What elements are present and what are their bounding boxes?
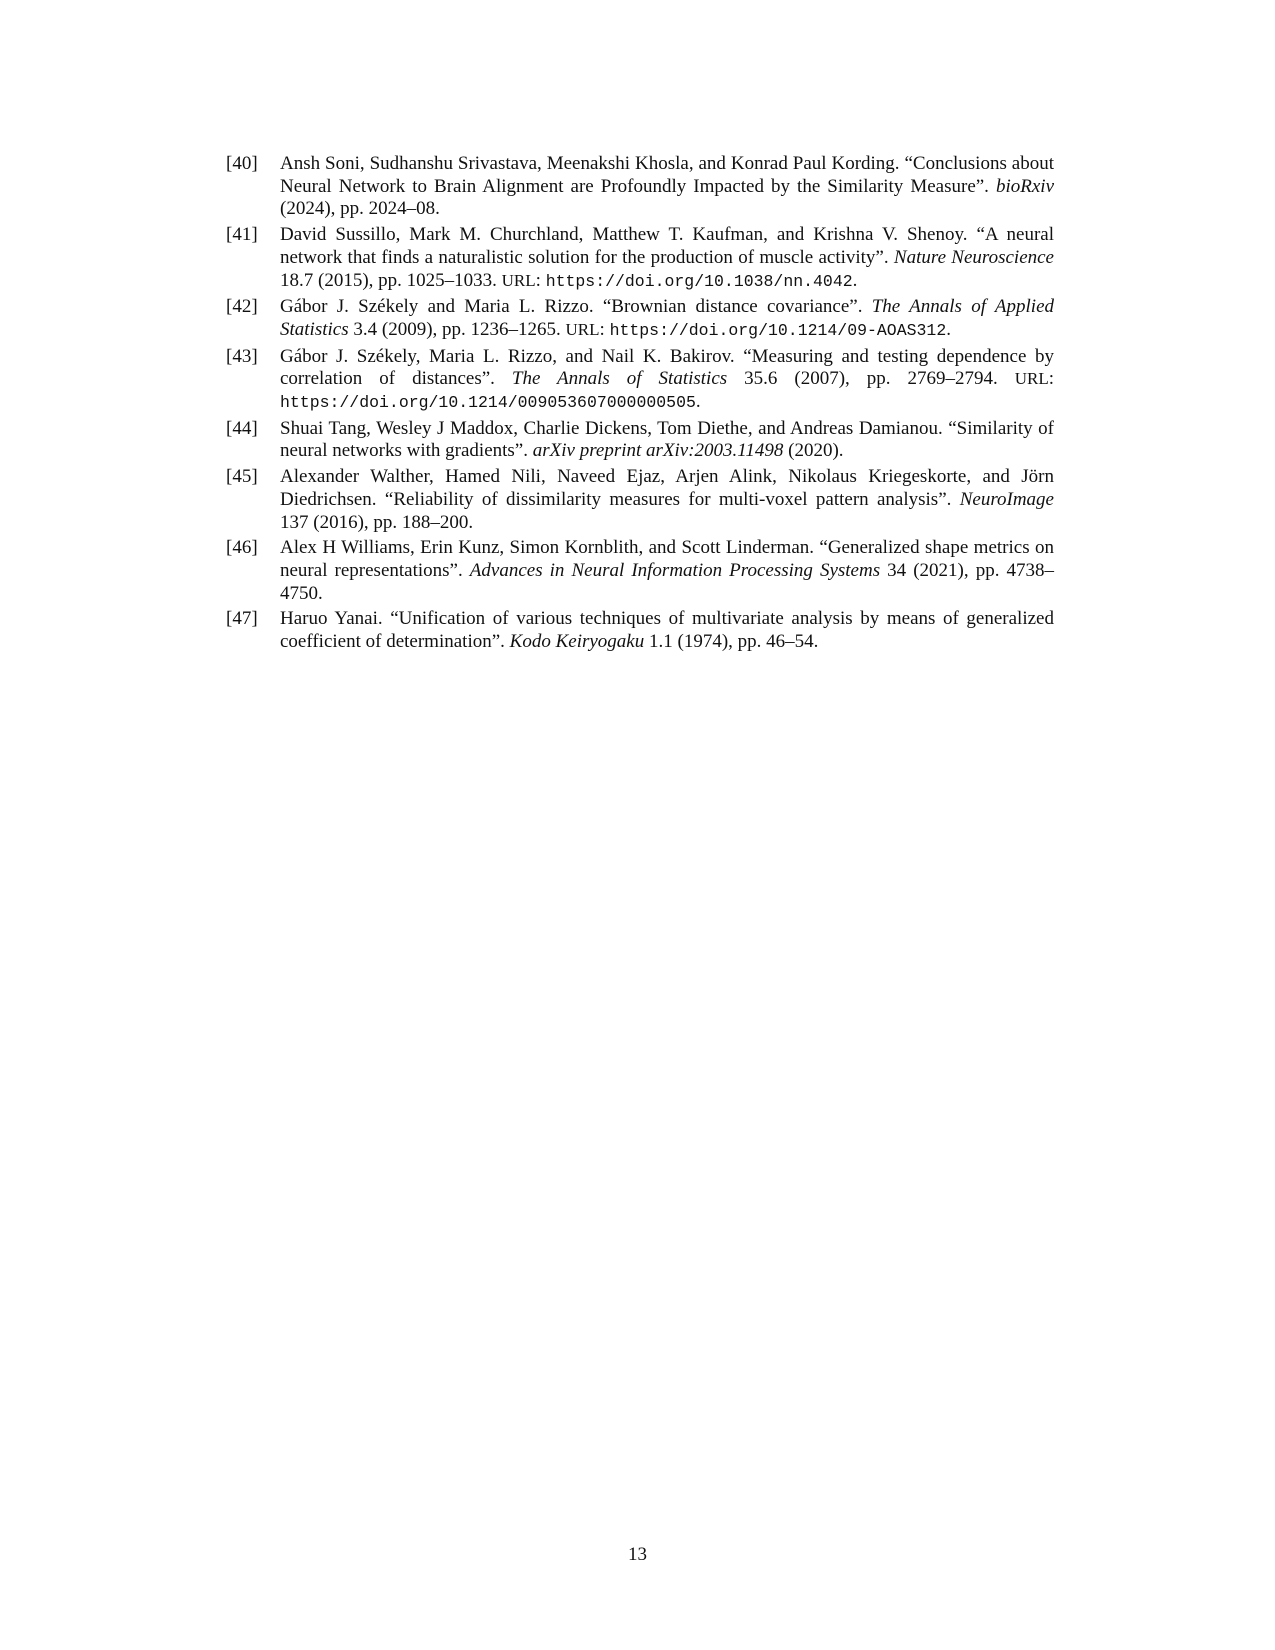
reference-text: Gábor J. Székely, Maria L. Rizzo, and Nail K. Bakirov. “Measuring and testing dependence by correlation of distances”. The Annals of Statistics 35.6 (2007), pp. 2769–2794. URL: https://doi.org/10.1214/009053607000000505. <box>280 345 1055 413</box>
reference-end: . <box>852 269 858 291</box>
reference-venue: Advances in Neural Information Processing Systems <box>469 559 881 581</box>
reference-item <box>226 224 1054 293</box>
reference-details: (2024), pp. 2024–08. <box>280 198 440 220</box>
reference-text: David Sussillo, Mark M. Churchland, Matthew T. Kaufman, and Krishna V. Shenoy. “A neural network that finds a naturalistic solution for the production of muscle activity”. Nature Neuroscience 18.7 (2015), pp. 1025–1033. URL: https://doi.org/10.1038/nn.4042. <box>280 224 1054 291</box>
reference-text: Gábor J. Székely and Maria L. Rizzo. “Brownian distance covariance”. The Annals of Applied Statistics 3.4 (2009), pp. 1236–1265. URL: https://doi.org/10.1214/09-AOAS312. <box>280 296 1054 340</box>
reference-item <box>226 296 1054 342</box>
reference-item <box>226 608 1054 653</box>
url-label: URL <box>1014 369 1049 389</box>
reference-url-link[interactable]: https://doi.org/10.1038/nn.4042 <box>545 271 853 291</box>
reference-item <box>226 418 1054 463</box>
reference-details: 18.7 (2015), pp. 1025–1033. <box>280 269 502 291</box>
reference-authors-title: Alexander Walther, Hamed Nili, Naveed Ejaz, Arjen Alink, Nikolaus Kriegeskorte, and Jörn Diedrichsen. “Reliability of dissimilarity measures for multi-voxel pattern analysis”. <box>280 466 1054 510</box>
reference-text <box>280 418 1054 463</box>
reference-number: [42] <box>226 296 258 318</box>
reference-details: (2020). <box>783 440 844 462</box>
reference-number: [44] <box>226 417 258 439</box>
reference-text <box>280 537 1054 605</box>
reference-venue: Nature Neuroscience <box>893 246 1054 268</box>
reference-authors-title: Ansh Soni, Sudhanshu Srivastava, Meenakshi Khosla, and Konrad Paul Kording. “Conclusions about Neural Network to Brain Alignment are Profoundly Impacted by the Similarity Measure”. <box>280 153 1054 197</box>
reference-list <box>226 153 1054 657</box>
reference-details: 34 (2021), pp. 4738–4750. <box>280 559 1054 604</box>
reference-venue: arXiv preprint arXiv:2003.11498 <box>532 440 784 462</box>
url-label: URL <box>565 319 600 339</box>
reference-authors-title: Haruo Yanai. “Unification of various techniques of multivariate analysis by means of generalized coefficient of determination”. <box>280 608 1054 653</box>
reference-venue: The Annals of Applied Statistics <box>280 296 1054 340</box>
reference-details: 137 (2016), pp. 188–200. <box>280 511 474 533</box>
reference-number: [40] <box>226 153 258 174</box>
reference-text <box>280 153 1054 221</box>
reference-authors-title: Gábor J. Székely, Maria L. Rizzo, and Nail K. Bakirov. “Measuring and testing dependence by correlation of distances”. <box>280 345 1054 390</box>
reference-venue: The Annals of Statistics <box>511 368 728 390</box>
reference-authors-title: Shuai Tang, Wesley J Maddox, Charlie Dickens, Tom Diethe, and Andreas Damianou. “Similarity of neural networks with gradients”. <box>280 417 1054 462</box>
reference-details: 35.6 (2007), pp. 2769–2794. <box>727 368 1015 390</box>
reference-number: [43] <box>226 345 258 367</box>
reference-number: [41] <box>226 224 258 246</box>
reference-text <box>280 608 1054 653</box>
page-number: 13 <box>628 1544 647 1565</box>
reference-authors-title: David Sussillo, Mark M. Churchland, Matthew T. Kaufman, and Krishna V. Shenoy. “A neural network that finds a naturalistic solution for the production of muscle activity”. <box>280 224 1054 268</box>
reference-end: . <box>695 391 701 413</box>
reference-venue: NeuroImage <box>959 488 1054 510</box>
reference-number: [47] <box>226 608 258 630</box>
reference-venue: bioRxiv <box>995 175 1054 197</box>
reference-text <box>280 466 1054 534</box>
reference-details: 3.4 (2009), pp. 1236–1265. <box>348 318 566 340</box>
reference-url-link[interactable]: https://doi.org/10.1214/09-AOAS312 <box>609 320 947 340</box>
reference-venue: Kodo Keiryogaku <box>509 631 645 653</box>
reference-url-link[interactable]: https://doi.org/10.1214/009053607000000505 <box>280 393 696 413</box>
reference-authors-title: Alex H Williams, Erin Kunz, Simon Kornblith, and Scott Linderman. “Generalized shape metrics on neural representations”. <box>280 537 1054 581</box>
url-label: URL <box>501 270 536 290</box>
reference-item <box>226 346 1054 415</box>
reference-item <box>226 466 1054 534</box>
reference-details: 1.1 (1974), pp. 46–54. <box>644 631 819 653</box>
reference-item <box>226 153 1054 221</box>
reference-number: [45] <box>226 466 258 488</box>
reference-authors-title: Gábor J. Székely and Maria L. Rizzo. “Brownian distance covariance”. <box>280 296 872 318</box>
reference-number: [46] <box>226 537 258 559</box>
reference-item <box>226 537 1054 605</box>
reference-end: . <box>946 318 951 340</box>
